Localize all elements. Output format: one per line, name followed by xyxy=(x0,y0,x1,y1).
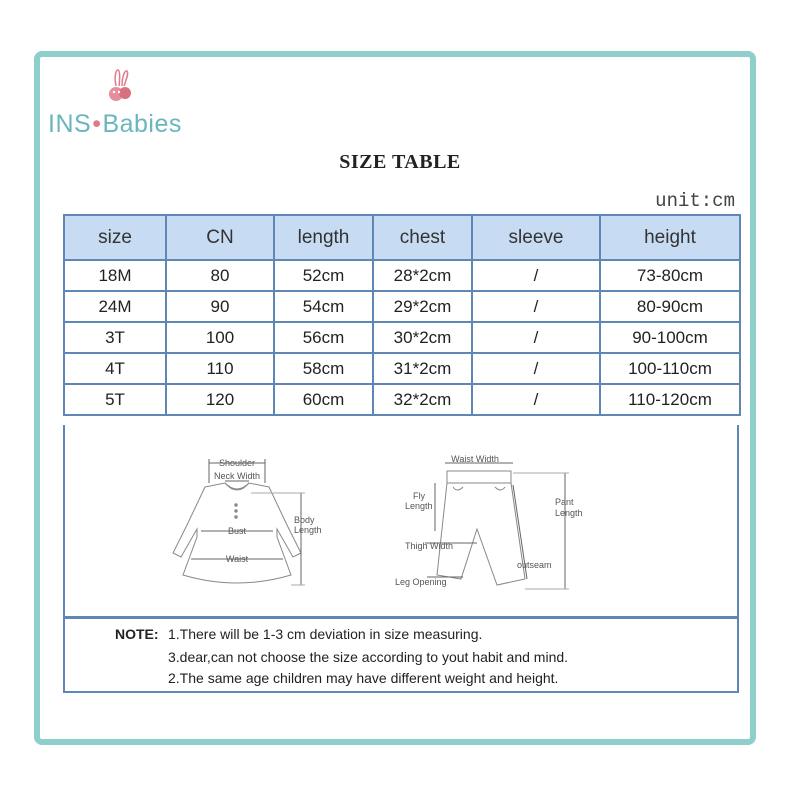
header-size: size xyxy=(64,215,166,260)
note-line: 2.The same age children may have different weight and height. xyxy=(168,670,559,686)
pants-outline-icon xyxy=(437,483,525,585)
cell-size: 18M xyxy=(64,260,166,291)
cell-length: 56cm xyxy=(274,322,373,353)
cell-sleeve: / xyxy=(472,291,600,322)
cell-height: 100-110cm xyxy=(600,353,740,384)
note-label: NOTE: xyxy=(115,626,159,642)
cell-cn: 80 xyxy=(166,260,274,291)
label-bust: Bust xyxy=(227,526,247,536)
cell-sleeve: / xyxy=(472,260,600,291)
pants-diagram xyxy=(425,463,569,589)
note-box xyxy=(63,617,739,693)
note-line: 3.dear,can not choose the size according to yout habit and mind. xyxy=(168,649,569,665)
note-line: 1.There will be 1-3 cm deviation in size measuring. xyxy=(168,626,483,642)
header-height: height xyxy=(600,215,740,260)
header-chest: chest xyxy=(373,215,472,260)
cell-chest: 30*2cm xyxy=(373,322,472,353)
bunny-logo-icon xyxy=(104,68,138,108)
brand-logo xyxy=(48,68,208,138)
header-cn: CN xyxy=(166,215,274,260)
label-fly-length-2: Length xyxy=(405,501,433,511)
label-pant-length-2: Length xyxy=(555,508,583,518)
cell-size: 5T xyxy=(64,384,166,415)
label-waist: Waist xyxy=(225,554,249,564)
cell-height: 110-120cm xyxy=(600,384,740,415)
cell-cn: 110 xyxy=(166,353,274,384)
pants-waistband-icon xyxy=(447,471,511,483)
table-row xyxy=(64,353,740,384)
cell-size: 3T xyxy=(64,322,166,353)
cell-chest: 29*2cm xyxy=(373,291,472,322)
cell-cn: 90 xyxy=(166,291,274,322)
cell-cn: 120 xyxy=(166,384,274,415)
cell-length: 54cm xyxy=(274,291,373,322)
cell-sleeve: / xyxy=(472,384,600,415)
table-row xyxy=(64,384,740,415)
table-row xyxy=(64,291,740,322)
label-thigh-width: Thigh Width xyxy=(405,541,454,551)
cell-sleeve: / xyxy=(472,353,600,384)
cell-length: 58cm xyxy=(274,353,373,384)
table-header-row xyxy=(64,215,740,260)
cell-chest: 32*2cm xyxy=(373,384,472,415)
label-body-length-1: Body xyxy=(294,515,315,525)
measurement-illustration xyxy=(65,425,737,616)
header-sleeve: sleeve xyxy=(472,215,600,260)
label-fly-length-1: Fly xyxy=(413,491,425,501)
measurement-diagram xyxy=(63,425,739,618)
brand-name: INS•Babies xyxy=(48,110,182,138)
cell-size: 24M xyxy=(64,291,166,322)
label-pant-length-1: Pant xyxy=(555,497,574,507)
label-body-length-2: Length xyxy=(294,525,322,535)
unit-label: unit:cm xyxy=(655,190,735,212)
cell-height: 90-100cm xyxy=(600,322,740,353)
size-table xyxy=(63,214,741,416)
cell-chest: 28*2cm xyxy=(373,260,472,291)
page-title: SIZE TABLE xyxy=(339,151,461,173)
cell-height: 73-80cm xyxy=(600,260,740,291)
cell-sleeve: / xyxy=(472,322,600,353)
cell-length: 52cm xyxy=(274,260,373,291)
cell-size: 4T xyxy=(64,353,166,384)
cell-cn: 100 xyxy=(166,322,274,353)
label-shoulder: Shoulder xyxy=(218,458,256,468)
label-waist-width: Waist Width xyxy=(451,454,499,464)
table-row xyxy=(64,322,740,353)
label-neck-width: Neck Width xyxy=(213,471,261,481)
cell-length: 60cm xyxy=(274,384,373,415)
cell-chest: 31*2cm xyxy=(373,353,472,384)
header-length: length xyxy=(274,215,373,260)
cell-height: 80-90cm xyxy=(600,291,740,322)
label-leg-opening: Leg Opening xyxy=(395,577,447,587)
label-outseam: outseam xyxy=(517,560,552,570)
table-row xyxy=(64,260,740,291)
